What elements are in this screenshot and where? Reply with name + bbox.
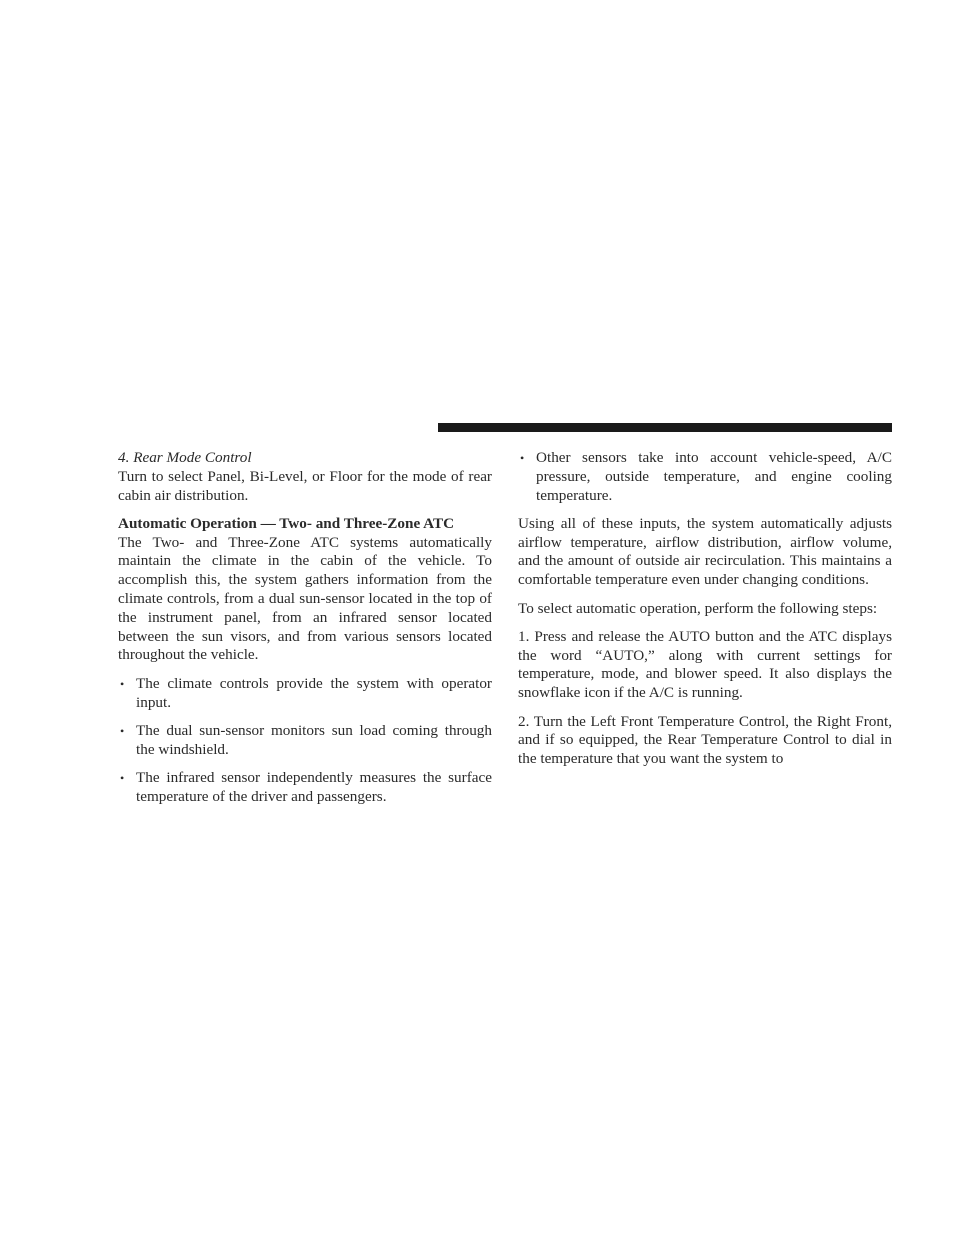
section-heading-automatic-operation: Automatic Operation — Two- and Three-Zone ATC	[118, 514, 455, 532]
bullet-list-sensors	[118, 675, 492, 807]
list-item	[118, 769, 492, 807]
bullet-text: Other sensors take into account vehicle-speed, A/C pressure, outside temperature, and engine cooling temperature.	[536, 449, 892, 504]
bullet-text: The dual sun-sensor monitors sun load coming through the windshield.	[136, 721, 492, 758]
bullet-icon: •	[120, 770, 125, 785]
left-column	[118, 449, 492, 807]
paragraph-atc-intro: The Two- and Three-Zone ATC systems automatically maintain the climate in the cabin of the vehicle. To accomplish this, the system gathers information from the climate controls, from a dual sun-sensor located in the top of the instrument panel, from an infrared sensor located between the sun visors, and from various sensors located throughout the vehicle.	[118, 533, 492, 664]
step-2-turn-temperature: 2. Turn the Left Front Temperature Control, the Right Front, and if so equipped, the Rear Temperature Control to dial in the temperature that you want the system to	[518, 712, 892, 768]
bullet-icon: •	[520, 451, 525, 465]
bullet-text: The climate controls provide the system with operator input.	[136, 674, 492, 711]
list-item	[118, 722, 492, 760]
section-divider-bar	[438, 423, 892, 432]
item-text-rear-mode-control: Turn to select Panel, Bi-Level, or Floor for the mode of rear cabin air distribution.	[118, 467, 492, 504]
bullet-icon: •	[120, 676, 125, 691]
list-item	[118, 675, 492, 713]
step-1-press-auto: 1. Press and release the AUTO button and the ATC displays the word “AUTO,” along with current settings for temperature, mode, and blower speed. It also displays the snowflake icon if the A/C is running.	[518, 627, 892, 702]
bullet-icon: •	[120, 723, 125, 738]
item-title-rear-mode-control: 4. Rear Mode Control	[118, 449, 252, 466]
bullet-list-other-sensors	[518, 449, 892, 505]
right-column	[518, 449, 892, 769]
list-item	[518, 449, 892, 505]
paragraph-select-automatic: To select automatic operation, perform the following steps:	[518, 599, 878, 617]
bullet-text: The infrared sensor independently measures the surface temperature of the driver and passengers.	[136, 768, 492, 805]
paragraph-using-inputs: Using all of these inputs, the system automatically adjusts airflow temperature, airflow distribution, airflow volume, and the amount of outside air recirculation. This maintains a comfortable temperature even under changing conditions.	[518, 514, 892, 589]
